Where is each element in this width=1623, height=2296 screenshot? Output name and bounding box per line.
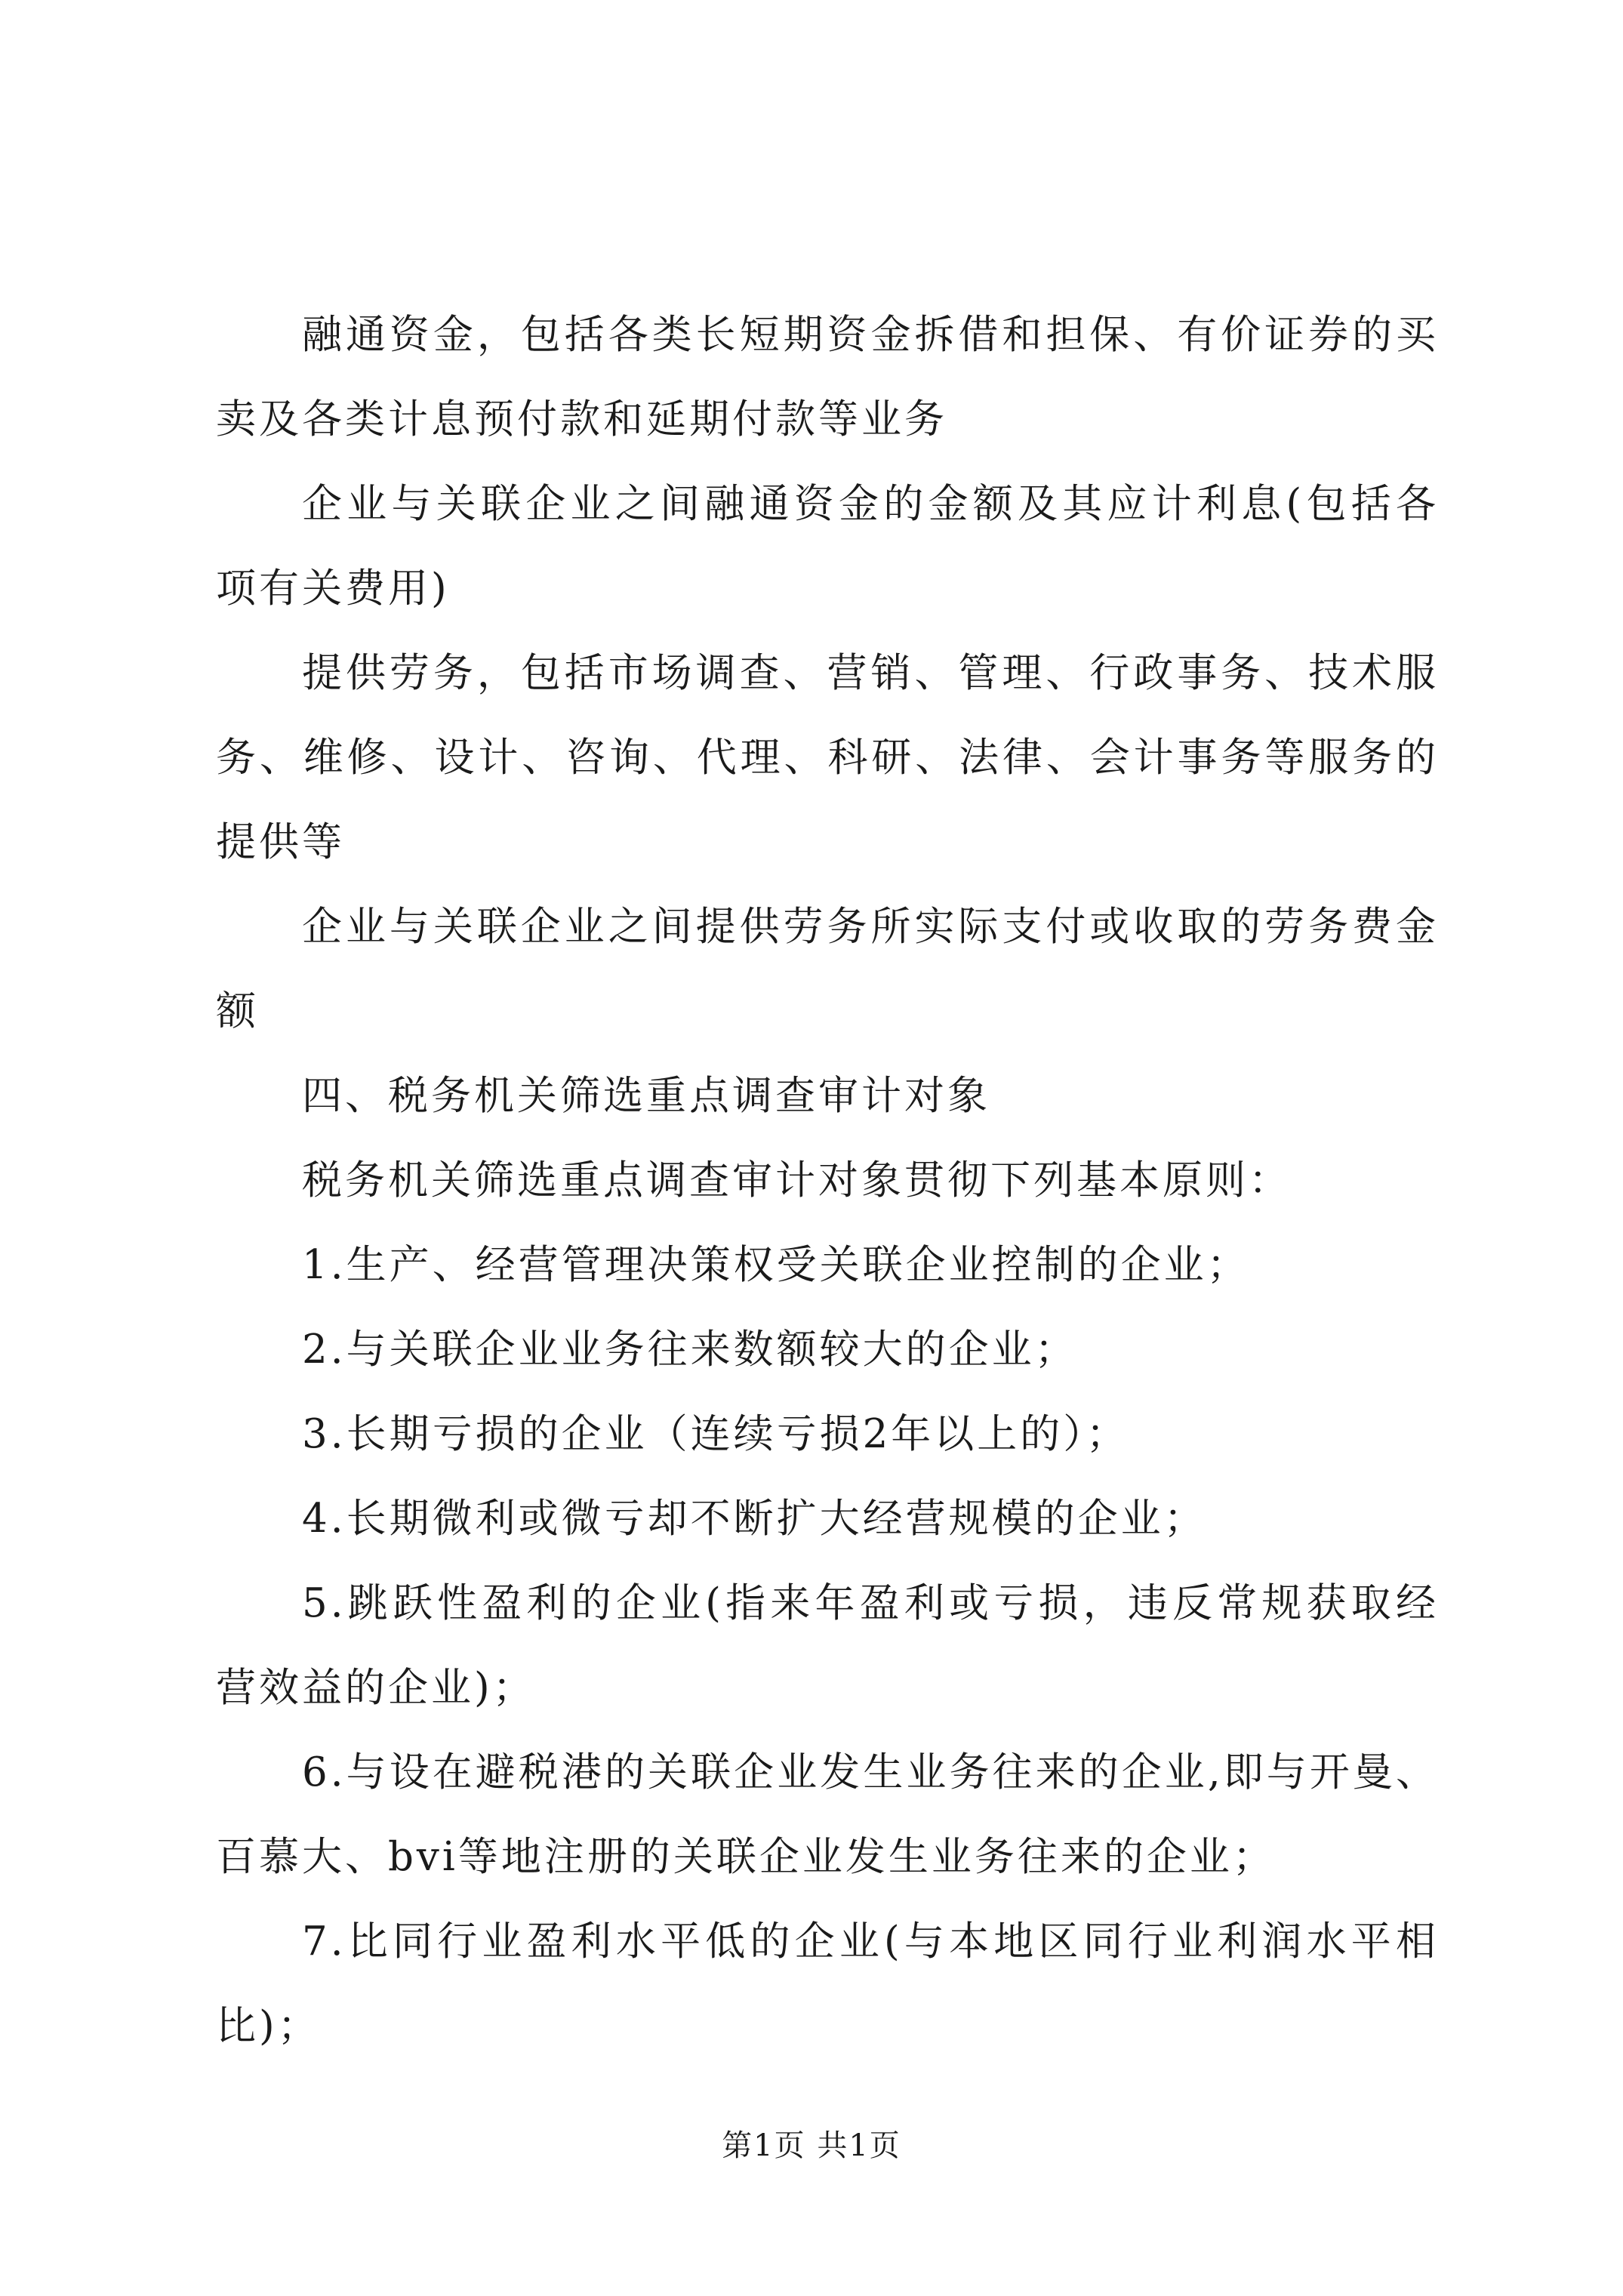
- list-item-1: 1.生产、经营管理决策权受关联企业控制的企业；: [302, 1242, 1250, 1288]
- paragraph-services-amount: 企业与关联企业之间提供劳务所实际支付或收取的劳务费金额: [216, 904, 1439, 1034]
- list-item-6: 6.与设在避税港的关联企业发生业务往来的企业,即与开曼、百慕大、bvi等地注册的关联企业发生业务往来的企业；: [216, 1749, 1439, 1880]
- list-item-7: 7.比同行业盈利水平低的企业(与本地区同行业利润水平相比)；: [216, 1918, 1439, 2049]
- list-item-5: 5.跳跃性盈利的企业(指来年盈利或亏损，违反常规获取经营效益的企业)；: [216, 1580, 1439, 1711]
- list-item-2: 2.与关联企业业务往来数额较大的企业；: [302, 1327, 1078, 1373]
- paragraph-services: 提供劳务，包括市场调查、营销、管理、行政事务、技术服务、维修、设计、咨询、代理、科研、法律、会计事务等服务的提供等: [216, 650, 1439, 865]
- paragraph-principles: 税务机关筛选重点调查审计对象贯彻下列基本原则：: [302, 1157, 1292, 1203]
- list-item-4: 4.长期微利或微亏却不断扩大经营规模的企业；: [302, 1496, 1207, 1542]
- list-item-3: 3.长期亏损的企业（连续亏损2年以上的）；: [302, 1411, 1129, 1457]
- document-body: [216, 293, 1439, 2069]
- paragraph-financing-amount: 企业与关联企业之间融通资金的金额及其应计利息(包括各项有关费用): [216, 481, 1439, 612]
- page-footer: 第1页 共1页: [722, 2128, 901, 2163]
- paragraph-financing: 融通资金，包括各类长短期资金拆借和担保、有价证券的买卖及各类计息预付款和延期付款等业务: [216, 312, 1439, 442]
- section-heading: 四、税务机关筛选重点调查审计对象: [302, 1073, 990, 1119]
